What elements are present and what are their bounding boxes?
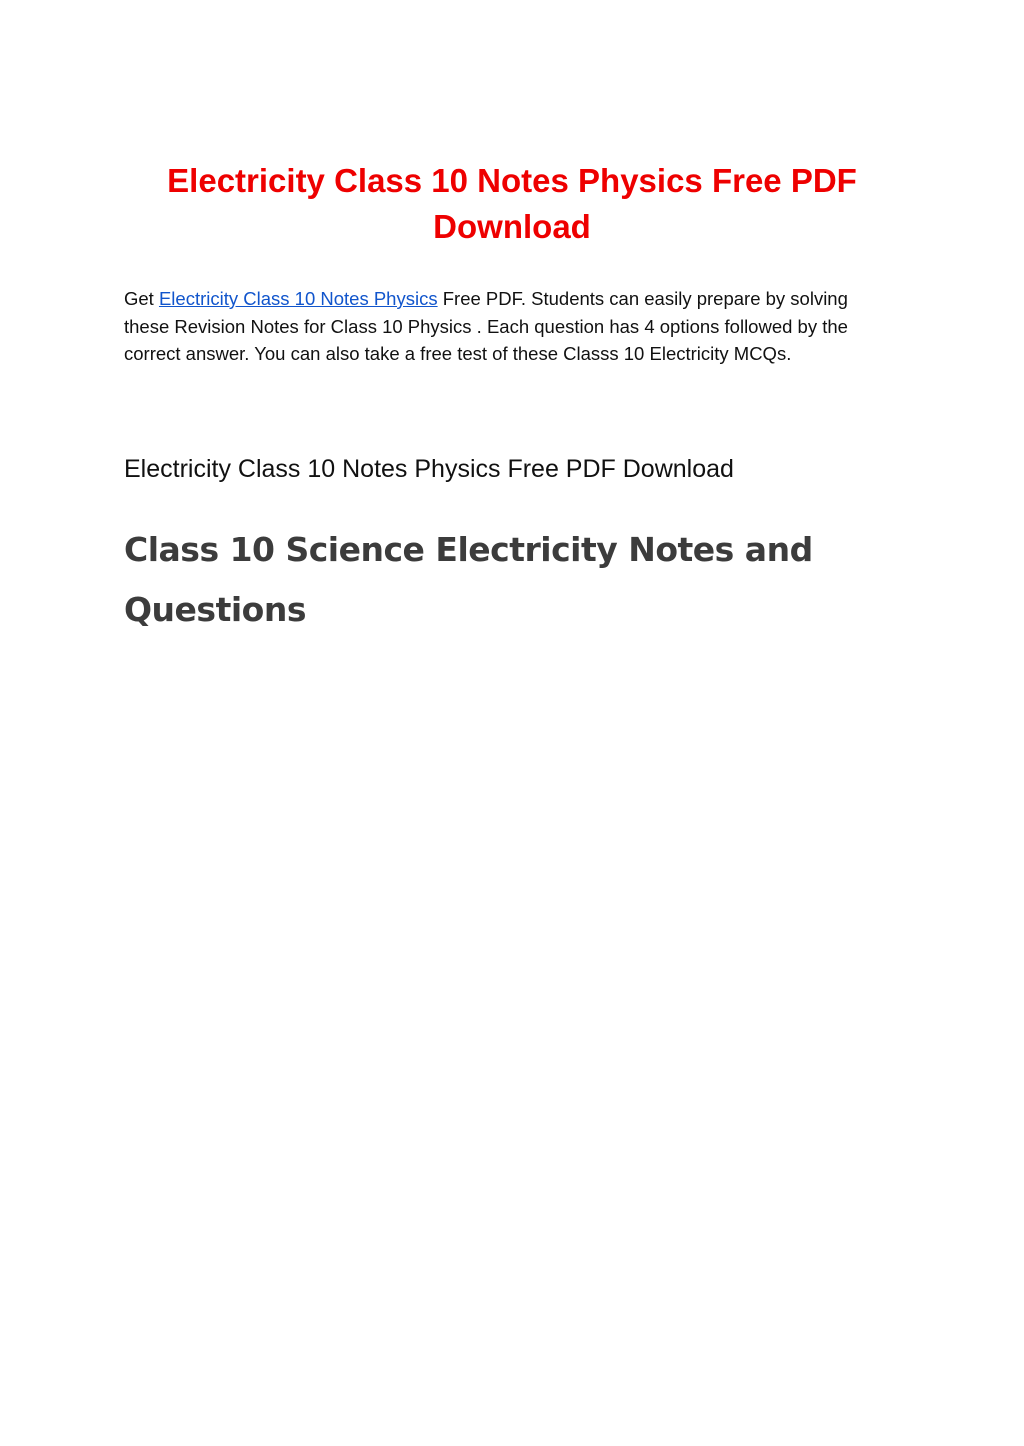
intro-suffix: Free PDF. Students can easily prepare by solving these Revision Notes for Class 10 Physics . Each question has 4 options followed by the correct answer. You can also take a free test of these Classs 10 Electricity MCQs. (124, 288, 848, 364)
intro-paragraph (124, 285, 884, 368)
section-heading: Class 10 Science Electricity Notes and Questions (124, 530, 813, 629)
intro-prefix: Get (124, 288, 159, 309)
document-title: Electricity Class 10 Notes Physics Free PDF Download (167, 162, 857, 245)
notes-link[interactable]: Electricity Class 10 Notes Physics (158, 288, 438, 309)
download-subheading: Electricity Class 10 Notes Physics Free PDF Download (124, 455, 734, 483)
